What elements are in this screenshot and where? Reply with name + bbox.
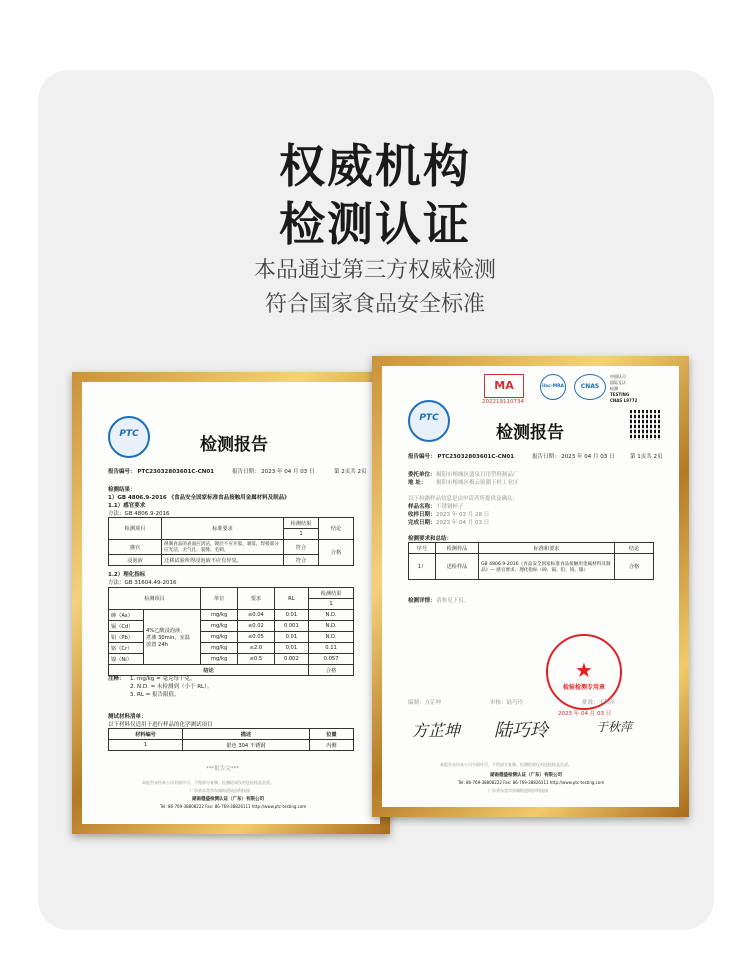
headline-line1: 权威机构 — [279, 139, 471, 193]
report-end: ***报告完*** — [206, 766, 240, 772]
ptc-logo-icon: PTC — [408, 400, 450, 442]
cma-mark-icon: MA — [484, 374, 524, 398]
left-report-number: 报告编号： PTC23032803601C-CN01 — [108, 469, 215, 475]
method2: 方法：GB 31604.49-2016 — [108, 580, 177, 586]
sensory-table: 检测项目 标准要求 检测结果 结论 1 感官 规制食品的表面应清洁，镀层不应开裂、剥落，焊接部分应光洁，无气孔、裂缝、毛刺。 符合 合格 浸泡液 迁移试验所得浸泡液不应有异臭。 符合 — [108, 517, 354, 566]
signature-1: 方芷坤 — [412, 721, 461, 740]
sample-note: 以下检测样品信息是由申请者所提供及确认： — [408, 496, 519, 502]
section1-2-title: 1.2）理化指标 — [108, 572, 146, 578]
official-seal-icon: ★ 检验检测专用章 — [546, 634, 622, 710]
right-footer-company: 湖南德盛检测认证（广东）有限公司 — [490, 773, 562, 778]
subheadline-line2: 符合国家食品安全标准 — [264, 292, 485, 317]
left-footer-note: 本报告未经本公司书面许可，不得部分复制。检测结果仅对送检样品负责。 — [142, 780, 274, 785]
note-3: 3. RL = 报告限值。 — [130, 692, 180, 698]
left-certificate-frame — [72, 372, 390, 834]
cma-number: 202219110734 — [482, 399, 524, 405]
client-value: 揭阳市榕城区盛泉日用塑料制品厂 — [436, 472, 519, 478]
qr-code-icon — [630, 410, 660, 440]
right-report-page — [382, 366, 679, 807]
received-label: 收样日期： — [408, 512, 436, 518]
left-footer-address: 广东省东莞市东城街道同沙科技园 — [190, 788, 250, 793]
seal-date: 2023 年 04 月 03 日 — [558, 711, 612, 717]
ptc-logo-icon: PTC — [108, 416, 150, 458]
material-label: 测试材料清单： — [108, 714, 147, 720]
detail-value: 请参见下页。 — [436, 598, 470, 604]
summary-label: 检测要求和总结： — [408, 536, 453, 542]
ilac-mra-icon: ilac-MRA — [540, 374, 566, 400]
cnas-icon: CNAS — [574, 374, 606, 400]
signature-2: 陆巧玲 — [494, 720, 548, 741]
right-report-date: 报告日期： 2023 年 04 月 03 日 — [532, 454, 615, 460]
done-value: 2023 年 04 月 03 日 — [436, 520, 490, 526]
material-desc: 以下材料仅适用于进行样品的化学测试项目 — [108, 722, 213, 728]
note-2: 2. N.D. = 未检测到（小于 RL）。 — [130, 684, 213, 690]
cnas-text-4: TESTING — [610, 392, 630, 397]
reviewed-by: 审核：陆巧玲 — [490, 700, 524, 706]
approved-by: 批准：于秋萍 — [582, 700, 616, 706]
headline-line2: 检测认证 — [279, 197, 471, 251]
right-footer-note: 本报告未经本公司书面许可，不得部分复制。检测结果仅对送检样品负责。 — [440, 762, 572, 767]
section1-title: 1）GB 4806.9-2016 《食品安全国家标准食品接触用金属材料及制品》 — [108, 495, 290, 501]
edited-by: 编制：方芷坤 — [408, 700, 442, 706]
left-report-title: 检测报告 — [200, 435, 268, 455]
detail-label: 检测详情： — [408, 598, 436, 604]
section1-1-title: 1.1）感官要求 — [108, 503, 146, 509]
left-footer-contact: Tel: 86-769-38808222 Fax: 86-769-38826111 http://www.ptc-testing.com — [160, 804, 307, 809]
signature-3: 于秋萍 — [596, 720, 633, 734]
left-report-date: 报告日期： 2023 年 04 月 03 日 — [232, 469, 315, 475]
right-certificate-frame — [372, 356, 689, 817]
subheadline-line1: 本品通过第三方权威检测 — [253, 258, 496, 283]
sample-label: 样品名称： — [408, 504, 436, 510]
address-value: 揭阳市榕城区梅云镇潮下村工业区 — [436, 480, 519, 486]
client-label: 委托单位： — [408, 472, 436, 478]
left-footer-company: 湖南德盛检测认证（广东）有限公司 — [192, 797, 264, 802]
cnas-text-1: 中国认可 — [610, 374, 626, 379]
left-report-page: 第 2页共 2页 — [334, 469, 367, 475]
notes-label: 注释： — [108, 676, 125, 682]
right-footer-address: 广东省东莞市东城街道同沙科技园 — [488, 788, 548, 793]
right-footer-contact: Tel: 86-769-38808222 Fax: 86-769-38826111 http://www.ptc-testing.com — [458, 780, 605, 785]
note-1: 1. mg/kg = 毫克每千克。 — [130, 676, 196, 682]
received-value: 2023 年 03 月 28 日 — [436, 512, 490, 518]
right-report-page: 第 1页共 2页 — [630, 454, 663, 460]
cnas-text-2: 国际互认 — [610, 380, 626, 385]
method1: 方法：GB 4806.9-2016 — [108, 511, 170, 517]
results-label: 检测结果： — [108, 487, 136, 493]
sample-value: 不锈钢杯子 — [436, 504, 464, 510]
done-label: 完成日期： — [408, 520, 436, 526]
right-report-title: 检测报告 — [496, 423, 564, 443]
summary-table: 序号 检测样品 标准和要求 结论 1） 送检样品 GB 4806.9-2016《食品安全国家标准食品接触用金属材料及制品》— 感官要求、理化指标（砷、镉、铅、铬、镍） 合格 — [408, 542, 654, 580]
left-report-page — [82, 382, 380, 824]
chemical-table: 检测项目 单位 要求 RL 检测结果 1 砷（As） 4%乙酸浸泡液， 煮沸 30min，室温 放置 24h mg/kg ≤0.04 0.01 N.D. 镉（Cd） mg/kg ≤0.02 0.001 N.D. 铅（Pb） mg/kg ≤0.05 0.01 N.D. 铬（Cr） mg/kg ≤2.0 0.01 0.11 镍（Ni） mg/kg ≤0.5 0.002 0.057 结论 合格 — [108, 587, 354, 676]
address-label: 地 址： — [408, 480, 427, 486]
cnas-text-3: 检测 — [610, 386, 618, 391]
cnas-text-5: CNAS L9772 — [610, 398, 638, 403]
material-table: 材料编号 描述 位置 1 银色 304 不锈钢 内侧 — [108, 728, 354, 751]
right-report-number: 报告编号： PTC23032803601C-CN01 — [408, 454, 515, 460]
